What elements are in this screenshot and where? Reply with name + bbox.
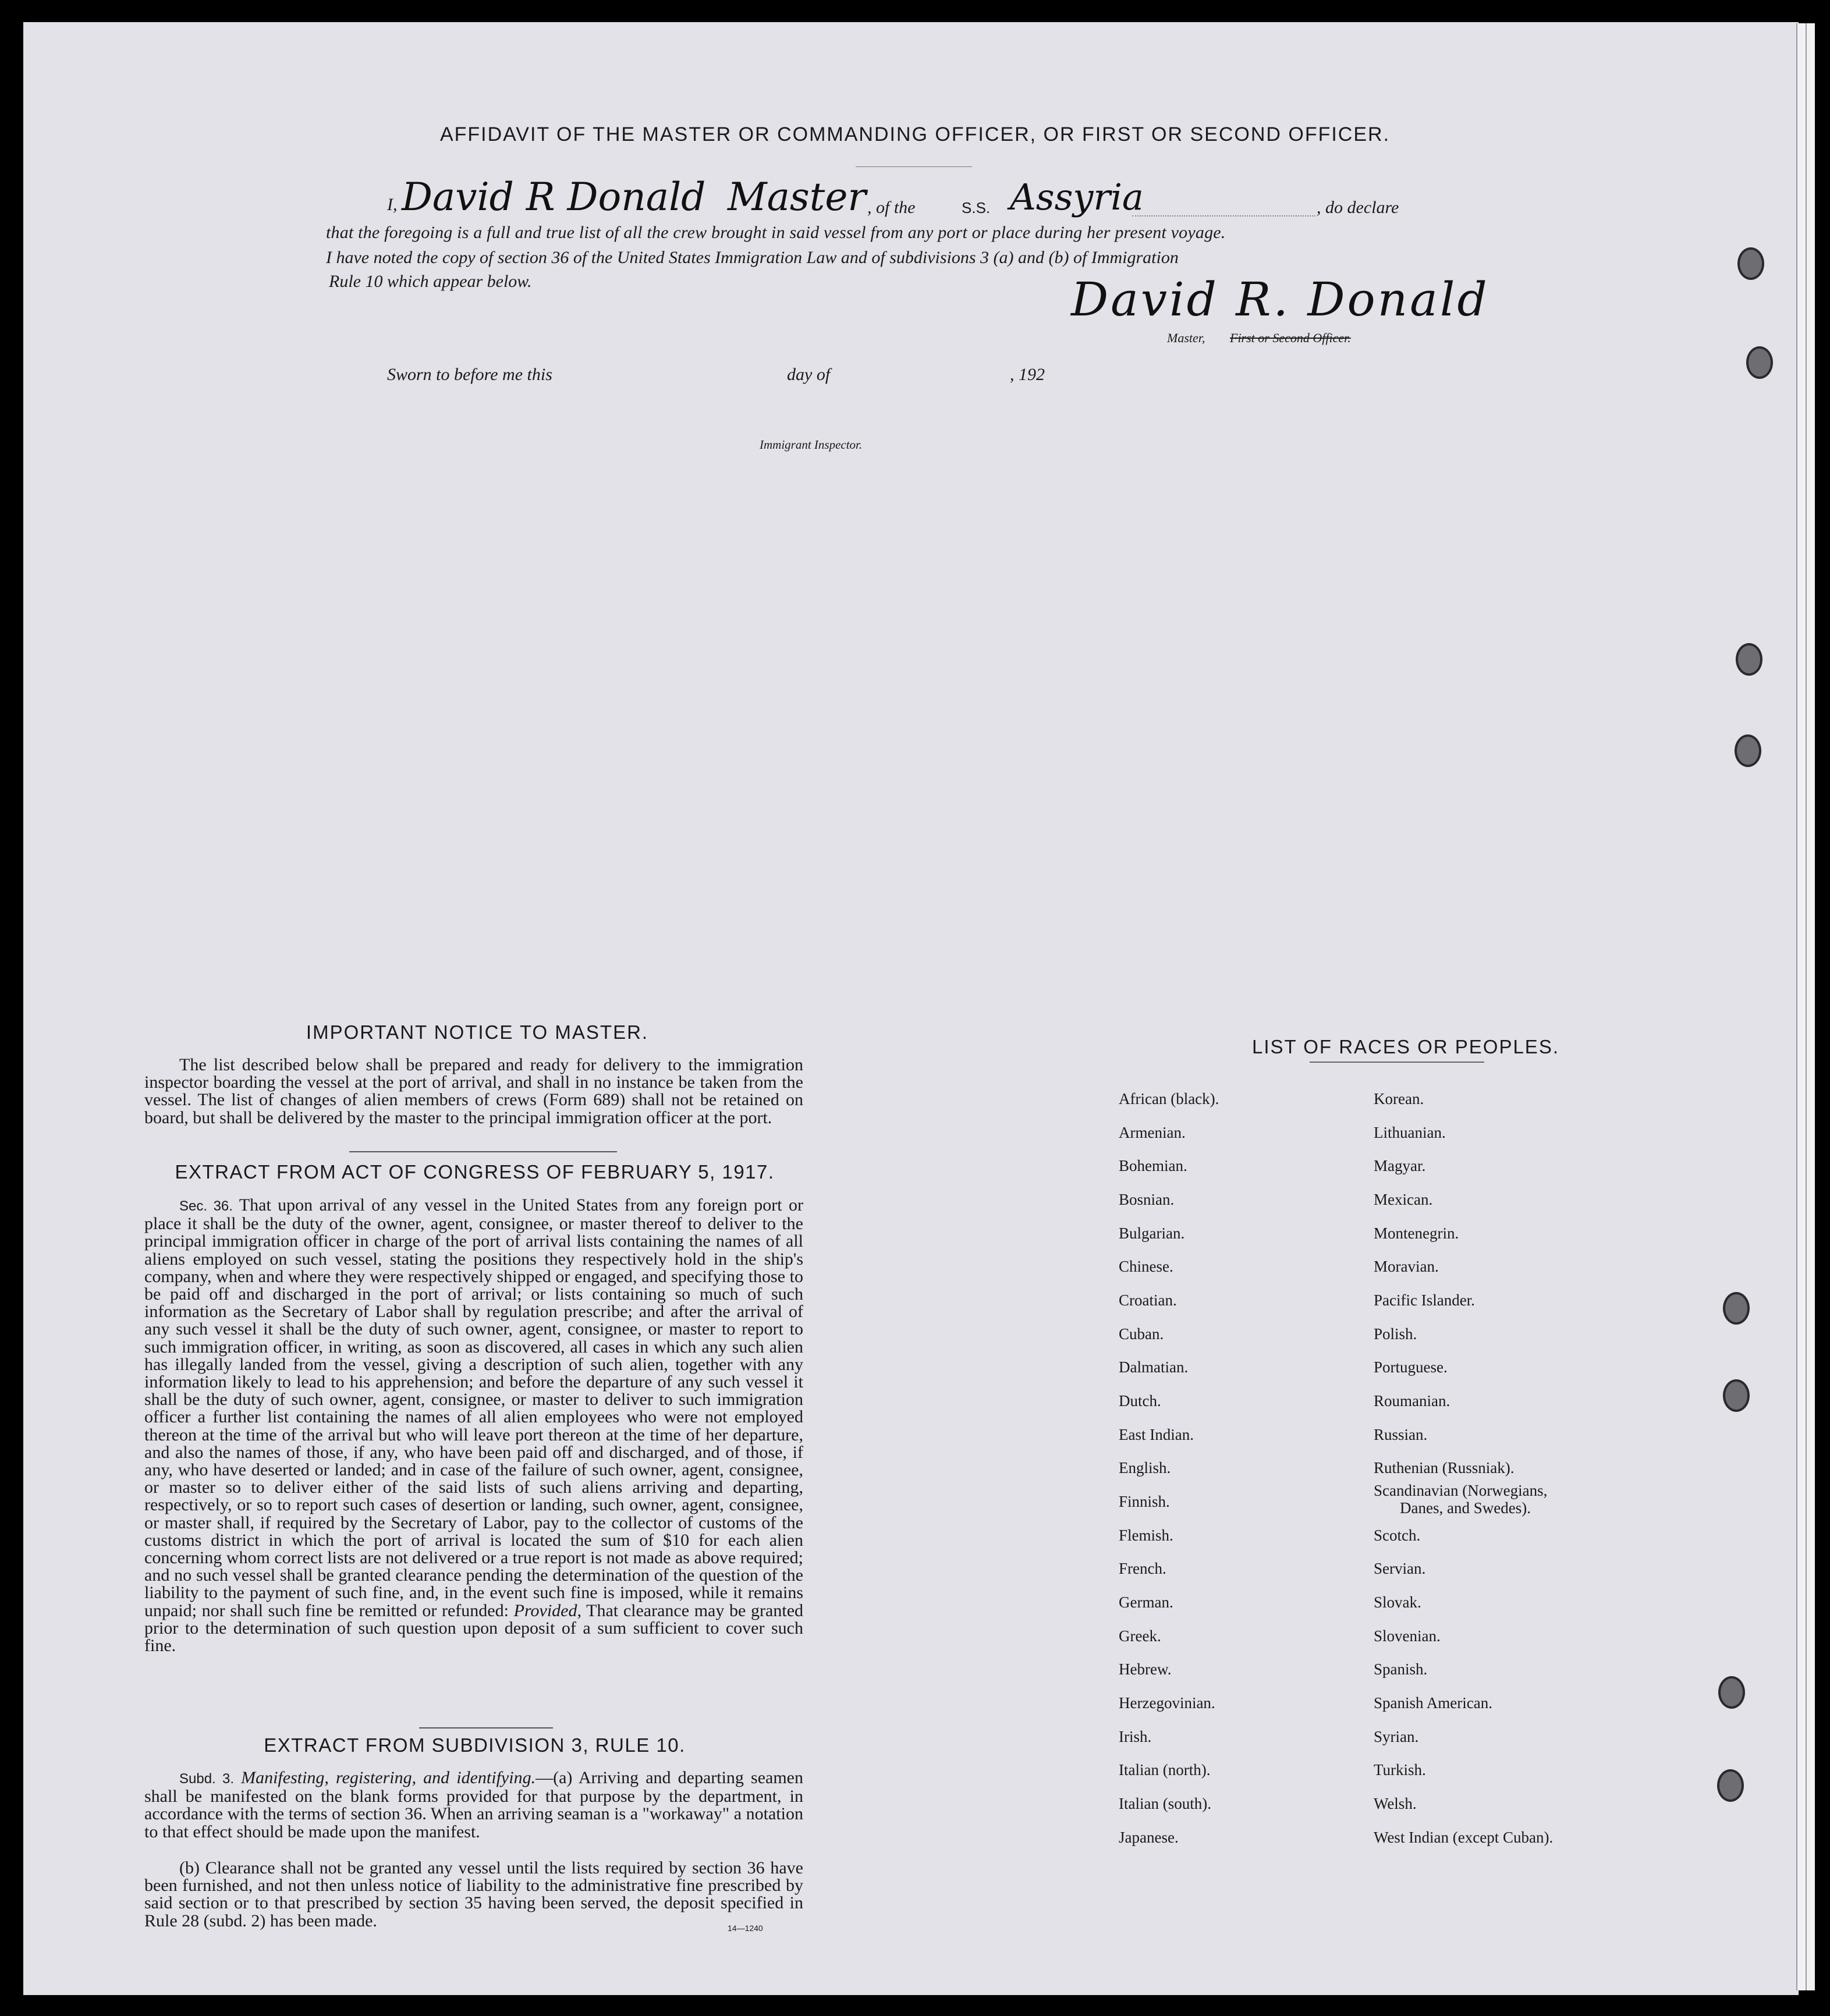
sworn-label: Sworn to before me this (387, 365, 552, 384)
race-item: Bulgarian. (1119, 1224, 1185, 1242)
race-item: Magyar. (1374, 1157, 1426, 1174)
race-item: Slovak. (1374, 1593, 1421, 1611)
sec-text-b: That clearance may be granted prior to the determination of such question upon deposit of a sum sufficient to cover such fine. (144, 1600, 804, 1656)
race-item: Armenian. (1119, 1124, 1186, 1141)
race-item: West Indian (except Cuban). (1374, 1829, 1554, 1846)
master-label: Master, (1167, 331, 1205, 345)
notice-title: IMPORTANT NOTICE TO MASTER. (306, 1021, 649, 1043)
race-item: Bosnian. (1119, 1191, 1175, 1208)
race-item: Spanish. (1374, 1660, 1428, 1678)
affidavit-line-4: Rule 10 which appear below. (329, 272, 532, 291)
day-of-label: day of (787, 365, 831, 384)
handwritten-name: David R Donald (402, 175, 706, 219)
binder-hole (1735, 734, 1761, 767)
rule-b-text: (b) Clearance shall not be granted any vessel until the lists required by section 36 have been furnished, and not then unless notice of liability to the administrative fine prescribed by said section or to that prescribed by section 35 having been served, the deposit specified in Rule 28 (subd. 2) has been made. (144, 1858, 803, 1930)
race-item: East Indian. (1119, 1426, 1194, 1443)
race-item: Lithuanian. (1374, 1124, 1446, 1141)
handwritten-vessel: Assyria (1010, 176, 1144, 218)
extract-act-title: EXTRACT FROM ACT OF CONGRESS OF FEBRUARY 5, 1917. (175, 1161, 775, 1183)
provided-label: Provided, (513, 1600, 581, 1620)
form-number: 14—1240 (728, 1923, 763, 1933)
race-item: Syrian. (1374, 1728, 1419, 1745)
subd-label: Subd. 3. (179, 1771, 234, 1787)
race-item: Italian (south). (1119, 1795, 1211, 1812)
race-item: Croatian. (1119, 1291, 1177, 1309)
race-item: Finnish. (1119, 1493, 1170, 1510)
race-item: Mexican. (1374, 1191, 1433, 1208)
race-item: Korean. (1374, 1090, 1424, 1108)
page-edge (1796, 23, 1806, 1990)
race-item: Moravian. (1374, 1258, 1439, 1275)
race-item: Slovenian. (1374, 1627, 1441, 1645)
race-item: Japanese. (1119, 1829, 1179, 1846)
rule-a-text (144, 1769, 803, 1841)
race-item: German. (1119, 1593, 1173, 1611)
race-item: Herzegovinian. (1119, 1694, 1215, 1712)
binder-hole (1746, 346, 1773, 379)
race-item: Spanish American. (1374, 1694, 1492, 1712)
binder-hole (1736, 643, 1762, 676)
affidavit-title: AFFIDAVIT OF THE MASTER OR COMMANDING OFFICER, OR FIRST OR SECOND OFFICER. (439, 123, 1391, 145)
of-the-label: , of the (867, 198, 916, 217)
divider (1310, 1062, 1484, 1063)
race-item-continued: Danes, and Swedes). (1400, 1499, 1531, 1517)
year-label: , 192 (1010, 365, 1045, 384)
race-item: Polish. (1374, 1325, 1417, 1343)
race-item: Ruthenian (Russniak). (1374, 1459, 1515, 1476)
extract-act-text (144, 1197, 803, 1655)
race-item: Roumanian. (1374, 1392, 1450, 1410)
race-item: Hebrew. (1119, 1660, 1172, 1678)
binder-hole (1737, 247, 1764, 280)
binder-hole (1717, 1769, 1744, 1802)
race-item: Greek. (1119, 1627, 1161, 1645)
race-item: Italian (north). (1119, 1761, 1211, 1779)
race-item: Irish. (1119, 1728, 1152, 1745)
race-item: African (black). (1119, 1090, 1219, 1108)
race-item: Chinese. (1119, 1258, 1173, 1275)
notice-text: The list described below shall be prepared and ready for delivery to the immigration inspector boarding the vessel at the port of arrival, and shall in no instance be taken from the vessel. The list of changes of alien members of crews (Form 689) shall not be retained on board, but shall be delivered by the master to the principal immigration officer at the port. (144, 1055, 803, 1127)
document-page (23, 22, 1799, 1995)
struck-officer-label: First or Second Officer. (1230, 331, 1351, 345)
inspector-label: Immigrant Inspector. (760, 438, 863, 452)
divider (856, 166, 972, 167)
race-item: Portuguese. (1374, 1358, 1448, 1376)
subd-a-text: —(a) Arriving and departing seamen shall be manifested on the blank forms provided for that purpose by the department, in accordance with the terms of section 36. When an arriving seaman is a "workaway" a notation to that effect should be made upon the manifest. (144, 1768, 803, 1841)
master-signature: David R. Donald (1071, 272, 1489, 326)
race-item: Welsh. (1374, 1795, 1417, 1812)
handwritten-rank: Master (728, 175, 866, 219)
ss-label: S.S. (962, 199, 991, 216)
do-declare-label: , do declare (1317, 198, 1399, 217)
extract-rule-title: EXTRACT FROM SUBDIVISION 3, RULE 10. (264, 1734, 686, 1756)
race-item: Servian. (1374, 1560, 1426, 1577)
divider (419, 1727, 553, 1728)
affidavit-line-3: I have noted the copy of section 36 of the United States Immigration Law and of subdivisions 3 (a) and (b) of Immigration (326, 248, 1179, 267)
binder-hole (1723, 1379, 1750, 1412)
race-item: French. (1119, 1560, 1166, 1577)
affidavit-line-2: that the foregoing is a full and true list of all the crew brought in said vessel from any port or place during her present voyage. (326, 223, 1226, 242)
race-item: Russian. (1374, 1426, 1428, 1443)
race-item: English. (1119, 1459, 1171, 1476)
binder-hole (1718, 1676, 1745, 1709)
race-item: Turkish. (1374, 1761, 1426, 1779)
vessel-line (1132, 215, 1315, 216)
race-item: Montenegrin. (1374, 1224, 1459, 1242)
race-item: Bohemian. (1119, 1157, 1187, 1174)
sec-label: Sec. 36. (179, 1198, 233, 1214)
page-edge (1806, 23, 1815, 1990)
subd-heading: Manifesting, registering, and identifying. (241, 1768, 536, 1787)
race-item: Pacific Islander. (1374, 1291, 1475, 1309)
divider (349, 1151, 617, 1152)
race-item: Dutch. (1119, 1392, 1161, 1410)
race-item: Scotch. (1374, 1527, 1421, 1544)
affidavit-i: I, (387, 195, 398, 214)
races-title: LIST OF RACES OR PEOPLES. (1251, 1036, 1560, 1057)
race-item: Dalmatian. (1119, 1358, 1189, 1376)
binder-hole (1723, 1292, 1750, 1325)
race-item: Cuban. (1119, 1325, 1164, 1343)
race-item: Flemish. (1119, 1527, 1173, 1544)
race-item: Scandinavian (Norwegians, (1374, 1482, 1548, 1499)
sec-text-a: That upon arrival of any vessel in the United States from any foreign port or place it shall be the duty of the owner, agent, consignee, or master thereof to deliver to the principal immigration officer in charge of the port of arrival lists containing the names of all aliens employed on such vessel, stating the positions they respectively hold in the ship's company, when and where they were respectively shipped or engaged, and specifying those to be paid off and discharged in the port of arrival; or lists containing so much of such information as the Secretary of Labor shall by regulation prescribe; and after the arrival of any such vessel it shall be the duty of such owner, agent, consignee, or master to report to such immigration officer, in writing, as soon as discovered, all cases in which any such alien has illegally landed from the vessel, giving a description of such alien, together with any information likely to lead to his apprehension; and before the departure of any such vessel it shall be the duty of such owner, agent, consignee, or master to deliver to such immigration officer a further list containing the names of all alien employees who were not employed thereon at the time of the arrival but who will leave port thereon at the time of her departure, and also the names of those, if any, who have been paid off and discharged, and of those, if any, who have deserted or landed; and in case of the failure of such owner, agent, consignee, or master so to deliver either of the said lists of such aliens arriving and departing, respectively, or so to report such cases of desertion or landing, such owner, agent, consignee, or master shall, if required by the Secretary of Labor, pay to the collector of customs of the customs district in which the port of arrival is located the sum of $10 for each alien concerning whom correct lists are not delivered or a true report is not made as above required; and no such vessel shall be granted clearance pending the determination of the question of the liability to the payment of such fine, and, in the event such fine is imposed, while it remains unpaid; nor shall such fine be remitted or refunded: (144, 1195, 803, 1620)
